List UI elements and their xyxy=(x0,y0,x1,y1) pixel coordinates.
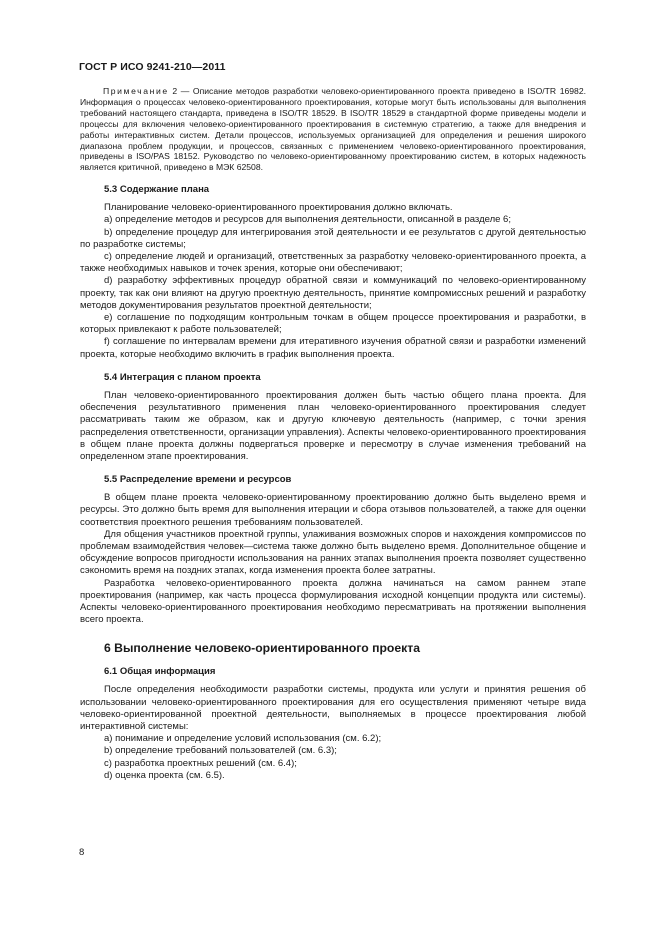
section-5-4-heading: 5.4 Интеграция с планом проекта xyxy=(104,371,261,383)
section-6-heading: 6 Выполнение человеко-ориентированного проекта xyxy=(104,641,420,656)
list-item: b) определение процедур для интегрирования этой деятельности и ее результатов с другой деятельностью по разработке системы; xyxy=(80,226,586,250)
paragraph: В общем плане проекта человеко-ориентированному проектированию должно быть выделено время и ресурсы. Это должно быть время для выполнения итерации и сбора отзывов пользователей, а также для оценки соответствия проектного решения требованиям пользователей. xyxy=(80,492,586,528)
page-content xyxy=(80,86,586,782)
list-item: b) определение требований пользователей (см. 6.3); xyxy=(104,745,337,757)
list-item: e) соглашение по подходящим контрольным точкам в общем процессе проектирования и разработки, в которых привлекают к работе пользователей; xyxy=(80,312,586,336)
list-item: f) соглашение по интервалам времени для итеративного изучения обратной связи и разработки изменений проекта, которые необходимо включить в график выполнения проекта. xyxy=(80,336,586,360)
list-item: c) разработка проектных решений (см. 6.4); xyxy=(104,757,297,769)
list-item: a) понимание и определение условий использования (см. 6.2); xyxy=(104,733,382,745)
page-number: 8 xyxy=(79,847,85,858)
paragraph: Разработка человеко-ориентированного проекта должна начинаться на самом раннем этапе проектирования (например, как часть процесса формулирования исходной концепции продукта или системы). Аспекты человеко-ориентированного проектирования необходимо пересматривать на протяжении выполнения всего проекта. xyxy=(80,577,586,626)
page-header: ГОСТ Р ИСО 9241-210—2011 xyxy=(79,61,226,73)
list-item: d) разработку эффективных процедур обратной связи и коммуникаций по человеко-ориентированному проекту, так как они влияют на другую проектную деятельность, принятие компромиссных решений и разработку методов документирования результатов проектной деятельности; xyxy=(80,275,586,311)
paragraph: Планирование человеко-ориентированного проектирования должно включать. xyxy=(104,202,453,214)
list-item: c) определение людей и организаций, ответственных за разработку человеко-ориентированного проекта, а также необходимых навыков и точек зрения, которые они обеспечивают; xyxy=(80,251,586,275)
note-paragraph xyxy=(80,86,586,173)
paragraph: После определения необходимости разработки системы, продукта или услуги и принятия решения об использовании человеко-ориентированного проектирования для его осуществления применяют четыре вида человеко-ориентированной проектной деятельности, выполняемых в процессе проектирования любой интерактивной системы: xyxy=(80,684,586,732)
paragraph: План человеко-ориентированного проектирования должен быть частью общего плана проекта. Для обеспечения результативного применения план человеко-ориентированного проектирования следует рассматривать таким же образом, как и другую ключевую деятельность (например, с точки зрения распределения ответственности, организации управления). Аспекты человеко-ориентированного проектирования в общем плане проекта должны подвергаться проверке и пересмотру в случае изменения требований на определенном этапе проектирования. xyxy=(80,389,586,462)
list-item: d) оценка проекта (см. 6.5). xyxy=(104,769,225,781)
section-6-1-heading: 6.1 Общая информация xyxy=(104,666,216,678)
paragraph: Для общения участников проектной группы, улаживания возможных споров и нахождения компромиссов по проблемам взаимодействия человек—система также должно быть выделено время. Дополнительное общение и обсуждение вопросов пригодности использования на ранних этапах выполнения проекта позволяет существенно сэкономить время на поздних этапах, когда изменения проекта более затратны. xyxy=(80,528,586,577)
section-5-3-heading: 5.3 Содержание плана xyxy=(104,184,210,196)
note-text: 2 — Описание методов разработки человеко-ориентированного проекта приведено в ISO/TR 16982. Информация о процессах человеко-ориентированного проектирования, которые могут быть использованы для выполнения требований настоящего стандарта, приведена в ISO/TR 18529. В ISO/TR 18529 в стандартной форме приведены модели и процессы для включения человеко-ориентированного проектирования в системную стратегию, а также для внедрения и работы интерактивных систем. Детали процессов, используемых организацией для определения и решения широкого диапазона проблем продукции, и процессов, связанных с применением человеко-ориентированного проектирования, приведены в ISO/PAS 18152. Руководство по человеко-ориентированному проектированию систем, в которых надежность является критичной, приведено в МЭК 62508. xyxy=(80,86,586,173)
section-5-5-heading: 5.5 Распределение времени и ресурсов xyxy=(104,474,292,486)
list-item: a) определение методов и ресурсов для выполнения деятельности, описанной в разделе 6; xyxy=(104,214,511,226)
note-label: Примечание xyxy=(103,86,169,96)
